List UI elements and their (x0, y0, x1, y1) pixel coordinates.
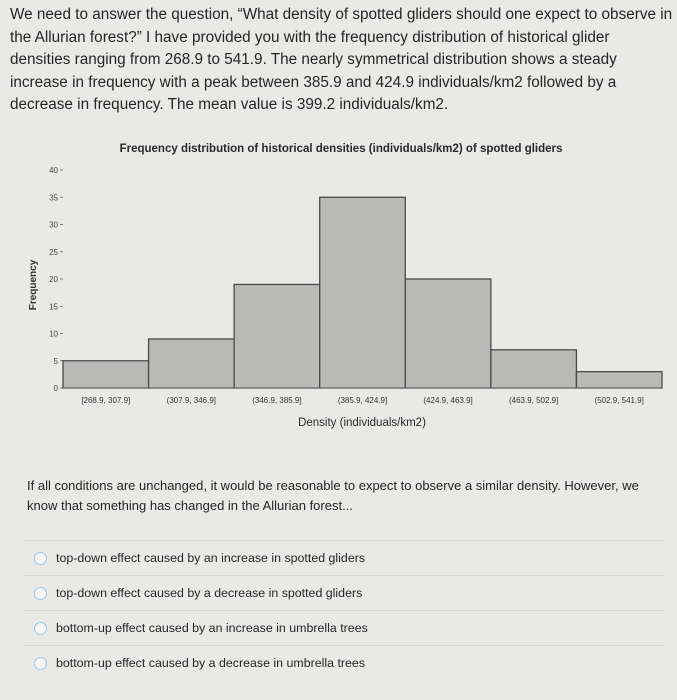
answer-option[interactable] (24, 540, 664, 575)
x-tick-label: (307.9, 346.9] (166, 396, 217, 405)
x-tick-label: (424.9, 463.9] (423, 396, 473, 405)
followup-text: If all conditions are unchanged, it would be reasonable to expect to observe a similar density. However, we know that something has changed in the Allurian forest... (27, 478, 639, 513)
histogram-svg (0, 135, 677, 435)
y-tick-label: 25 (49, 247, 58, 257)
y-tick-label: 35 (49, 193, 58, 203)
bars-group (63, 197, 662, 388)
y-tick-label: 20 (49, 275, 58, 284)
option-label: top-down effect caused by a decrease in spotted gliders (56, 586, 363, 600)
histogram-bar (320, 197, 406, 388)
histogram-bar (405, 279, 491, 388)
answer-option[interactable] (24, 645, 664, 680)
x-axis-label: Density (individuals/km2) (298, 417, 426, 429)
y-tick-label: 10 (49, 329, 58, 339)
x-tick-label: (346.9, 385.9] (252, 396, 302, 405)
question-text: We need to answer the question, “What density of spotted gliders should one expect to observe in the Allurian forest?” I have provided you with the frequency distribution of historical glider densities ranging from 268.9 to 541.9. The nearly symmetrical distribution shows a steady increase in frequency with a peak between 385.9 and 424.9 individuals/km2 followed by a decrease in frequency. The mean value is 399.2 individuals/km2. (10, 6, 673, 114)
y-tick-label: 5 (53, 356, 58, 366)
y-tick-label: 30 (49, 220, 58, 230)
option-label: bottom-up effect caused by a decrease in umbrella trees (56, 656, 366, 670)
x-tick-label: [268.9, 307.9] (81, 396, 131, 405)
option-label: top-down effect caused by an increase in spotted gliders (56, 551, 366, 565)
radio-button[interactable] (34, 552, 47, 565)
x-tick-label: (463.9, 502.9] (508, 396, 559, 405)
y-axis (49, 166, 63, 393)
histogram-bar (63, 361, 149, 388)
answer-options (24, 540, 664, 680)
radio-button[interactable] (34, 657, 47, 670)
y-tick-label: 40 (49, 166, 58, 175)
chart-title: Frequency distribution of historical densities (individuals/km2) of spotted gliders (119, 143, 563, 155)
answer-option[interactable] (24, 610, 664, 645)
histogram-chart (0, 135, 677, 435)
answer-option[interactable] (24, 575, 664, 610)
option-label: bottom-up effect caused by an increase in umbrella trees (56, 621, 368, 635)
histogram-bar (234, 284, 320, 388)
radio-button[interactable] (34, 587, 47, 600)
x-tick-label: (502.9, 541.9] (594, 396, 644, 405)
radio-button[interactable] (34, 622, 47, 635)
y-tick-label: 15 (49, 302, 58, 312)
y-tick-label: 0 (53, 384, 58, 393)
histogram-bar (491, 350, 577, 388)
histogram-bar (149, 339, 235, 388)
x-axis (63, 388, 662, 405)
x-tick-label: (385.9, 424.9] (337, 396, 388, 405)
y-axis-label: Frequency (28, 259, 39, 311)
histogram-bar (576, 372, 662, 388)
